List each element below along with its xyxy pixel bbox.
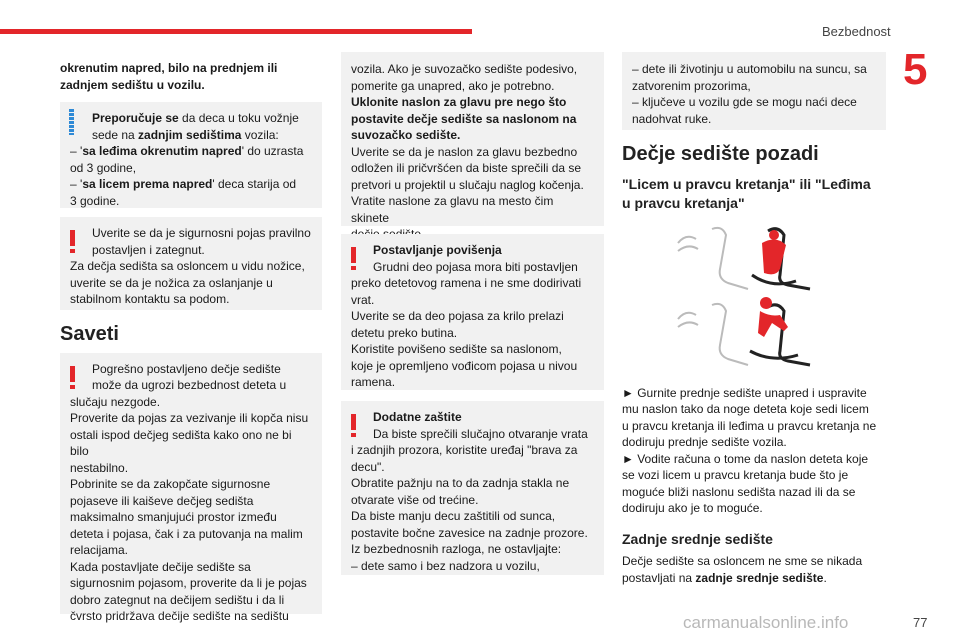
heading-rear-child-seat: Dečje sedište pozadi: [622, 143, 819, 165]
subheading-orientation: "Licem u pravcu kretanja" ili "Leđima u pravcu kretanja": [622, 175, 871, 211]
column-left: [60, 60, 322, 623]
forward-facing-seat-diagram: [678, 297, 810, 365]
warning-icon: [70, 366, 75, 382]
column-right: [622, 52, 886, 586]
chapter-number: 5: [903, 45, 928, 94]
info-box-headrest: vozila. Ako je suvozačko sedište podesivo, pomerite ga unapred, ako je potrebno. Uklonite naslon za glavu pre nego što postavite dečje sedište sa naslonom na suvozačko sedište. Uverite se da je naslon za glavu bezbedno odložen ili pričvršćen da biste sprečili da se pretvori u projektil u slučaju naglog kočenja. Vratite naslone za glavu na mesto čim skinete: [341, 52, 604, 226]
page-number: 77: [913, 615, 928, 630]
middle-seat-text: Dečje sedište sa osloncem ne sme se nikada postavljati na zadnje srednje sedište.: [622, 554, 863, 585]
warning-icon: [351, 247, 356, 263]
child-seat-illustration: [622, 219, 886, 369]
warning-icon: [70, 230, 75, 246]
column-middle: [341, 52, 604, 575]
intro-text: okrenutim napred, bilo na prednjem ili zadnjem sedištu u vozilu.: [60, 61, 278, 92]
warning-box-seatbelt: Uverite se da je sigurnosni pojas pravilno postavljen i zategnut. Za dečja sedišta sa osloncem u vidu nožice, uverite se da je nožica za oslanjanje u stabilnom kontaktu sa podom.: [60, 217, 322, 310]
heading-saveti: Saveti: [60, 323, 119, 345]
info-box: Preporučuje se da deca u toku vožnje sede na zadnjim sedištima vozila: – 'sa leđima okrenutim napred' do uzrasta od 3 godine, – 'sa licem prema napred' deca starija od 3 godine.: [60, 102, 322, 208]
heading-rear-middle-seat: Zadnje srednje sedište: [622, 530, 773, 547]
watermark: carmanualsonline.info: [683, 613, 849, 632]
info-icon: [69, 113, 74, 135]
warning-box-booster: Postavljanje povišenja Grudni deo pojasa mora biti postavljen preko detetovog ramena i ne sme dodirivati vrat. Uverite se da deo pojasa za krilo prelazi detetu preko butina. Koristite povišeno sedište sa naslonom, koje je opremljeno vođicom pojasa u nivou ramena.: [341, 234, 604, 390]
instructions-text: ► Gurnite prednje sedište unapred i uspravite mu naslon tako da noge deteta koje sedi licem u pravcu kretanja ili leđima u pravcu kretanja ne dodiruju prednje sedište vozila. ► Vodite računa o tome da naslon deteta koje se vozi licem u pravcu kretanja bude što je moguće bliži naslonu sedišta nazad ili da se dodiruju ako je to moguće.: [622, 385, 877, 515]
warning-box-extra: Dodatne zaštite Da biste sprečili slučajno otvaranje vrata i zadnjih prozora, koristite uređaj "brava za decu". Obratite pažnju na to da zadnja stakla ne otvarate više od trećine. Da biste manju decu zaštitili od sunca, postavite bočne zavesice na zadnje prozore. Iz bezbednosnih razloga, ne ostavljajte: – dete samo i bez nadzora u vozilu,: [341, 401, 604, 575]
rear-facing-seat-diagram: [678, 227, 810, 288]
header-accent-bar: [0, 29, 472, 34]
section-title: Bezbednost: [822, 24, 891, 39]
warning-box-tips: Pogrešno postavljeno dečje sedište može da ugrozi bezbednost deteta u slučaju nezgode. Proverite da pojas za vezivanje ili kopča nisu ostali ispod dečjeg sedišta kako ono ne bi bilo nestabilno. Pobrinite se da zakopčate sigurnosne pojaseve ili kaiševe dečjeg sedišta maksimalno smanjujući prostor između deteta i pojasa, čak i za putovanja na malim relacijama. Kada postavljate dečije sedište sa sigurnosnim pojasom, proverite da li je pojas dobro zategnut na dečijem sedištu i da li čvrsto pridržava dečije sedište na sedištu: [60, 353, 322, 614]
warning-icon: [351, 414, 356, 430]
warning-box-continued: – dete ili životinju u automobilu na suncu, sa zatvorenim prozorima, – ključeve u vozilu gde se mogu naći dece nadohvat ruke.: [622, 52, 886, 130]
